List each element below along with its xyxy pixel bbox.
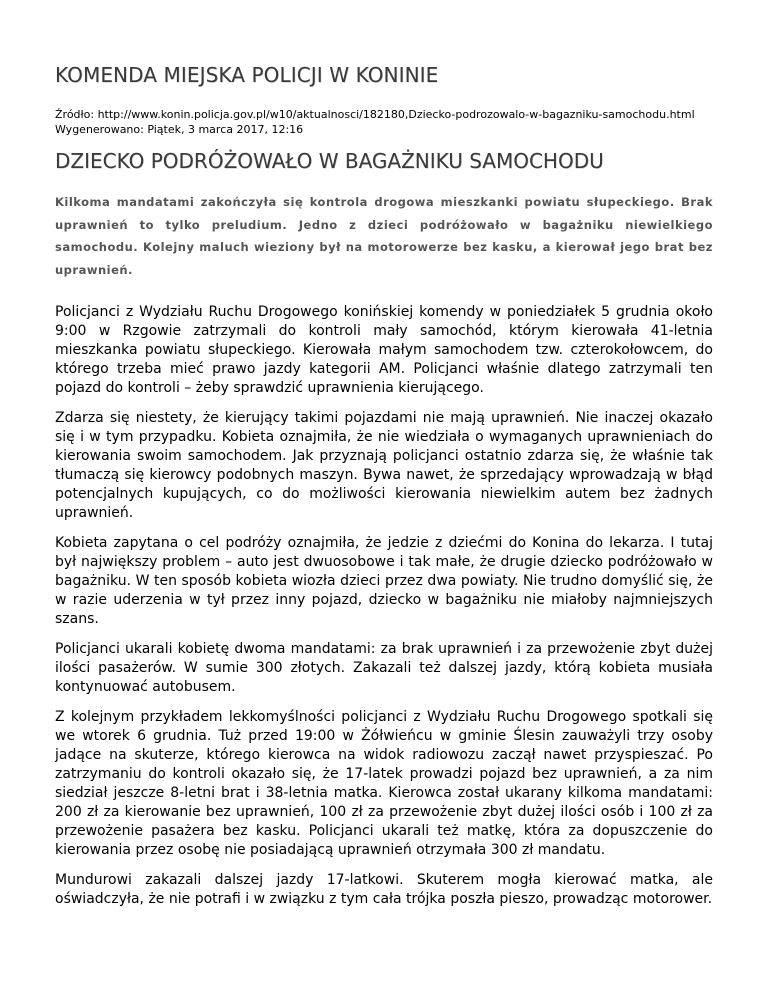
source-line: Źródło: http://www.konin.policja.gov.pl/w10/aktualnosci/182180,Dziecko-podrozowalo-w-bagazniku-samochodu.html [55,108,695,121]
article-title: DZIECKO PODRÓŻOWAŁO W BAGAŻNIKU SAMOCHODU [55,149,604,173]
article-lead: Kilkoma mandatami zakończyła się kontrola drogowa mieszkanki powiatu słupeckiego. Brak uprawnień to tylko preludium. Jedno z dzieci podróżowało w bagażniku niewielkiego samochodu. Kolejny maluch wieziony był na motorowerze bez kasku, a kierował jego brat bez uprawnień. [55,195,713,277]
article-paragraph-2: Zdarza się niestety, że kierujący takimi pojazdami nie mają uprawnień. Nie inaczej okazało się i w tym przypadku. Kobieta oznajmiła, że nie wiedziała o wymaganych uprawnieniach do kierowania swoim samochodem. Jak przyznają policjanci ostatnio zdarza się, że właśnie tak tłumaczą się kierowcy podobnych maszyn. Bywa nawet, że sprzedający wprowadzają w błąd potencjalnych kupujących, co do możliwości kierowania niewielkim autem bez żadnych uprawnień. [55,410,713,521]
article-paragraph-5: Z kolejnym przykładem lekkomyślności policjanci z Wydziału Ruchu Drogowego spotkali się we wtorek 6 grudnia. Tuż przed 19:00 w Żółwieńcu w gminie Ślesin zauważyli trzy osoby jadące na skuterze, którego kierowca na widok radiowozu zaczął nawet przyspieszać. Po zatrzymaniu do kontroli okazało się, że 17-latek prowadzi pojazd bez uprawnień, a za nim siedział jeszcze 8-letni brat i 38-letnia matka. Kierowca został ukarany kilkoma mandatami: 200 zł za kierowanie bez uprawnień, 100 zł za przewożenie zbyt dużej ilości osób i 100 zł za przewożenie pasażera bez kasku. Policjanci ukarali też matkę, która za dopuszczenie do kierowania przez osobę nie posiadającą uprawnień otrzymała 300 zł mandatu. [55,709,713,858]
article-paragraph-6: Mundurowi zakazali dalszej jazdy 17-latkowi. Skuterem mogła kierować matka, ale oświadczyła, że nie potrafi i w związku z tym cała trójka poszła pieszo, prowadząc motorower. [55,872,713,907]
article-paragraph-4: Policjanci ukarali kobietę dwoma mandatami: za brak uprawnień i za przewożenie zbyt dużej ilości pasażerów. W sumie 300 złotych. Zakazali też dalszej jazdy, którą kobieta musiała kontynuować autobusem. [55,641,713,695]
site-title: KOMENDA MIEJSKA POLICJI W KONINIE [55,63,439,87]
article-paragraph-1: Policjanci z Wydziału Ruchu Drogowego konińskiej komendy w poniedziałek 5 grudnia około 9:00 w Rzgowie zatrzymali do kontroli mały samochód, którym kierowała 41-letnia mieszkanka powiatu słupeckiego. Kierowała małym samochodem tzw. czterokołowcem, do którego trzeba mieć prawo jazdy kategorii AM. Policjanci właśnie dlatego zatrzymali ten pojazd do kontroli – żeby sprawdzić uprawnienia kierującego. [55,304,713,396]
article-paragraph-3: Kobieta zapytana o cel podróży oznajmiła, że jedzie z dziećmi do Konina do lekarza. I tutaj był największy problem – auto jest dwuosobowe i tak małe, że drugie dziecko podróżowało w bagażniku. W ten sposób kobieta wiozła dzieci przez dwa powiaty. Nie trudno domyślić się, że w razie uderzenia w tył przez inny pojazd, dziecko w bagażniku nie miałoby najmniejszych szans. [55,535,713,627]
generated-line: Wygenerowano: Piątek, 3 marca 2017, 12:16 [55,123,304,136]
